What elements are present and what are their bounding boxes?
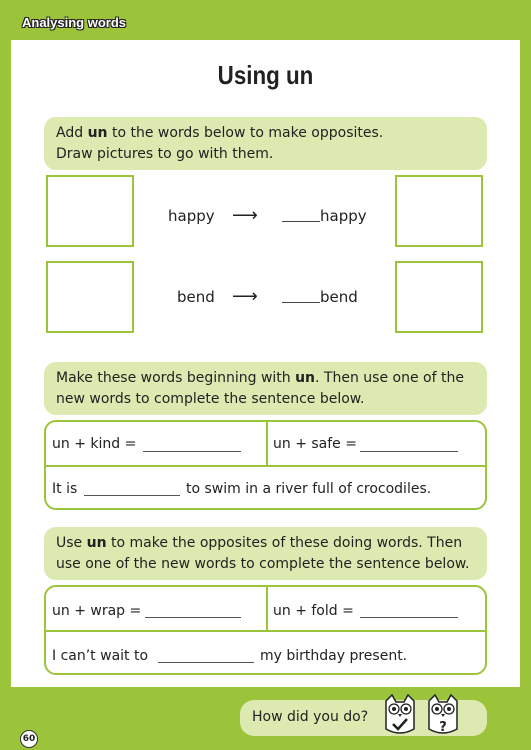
sentence-3-start: I can’t wait to bbox=[52, 648, 149, 664]
table-divider bbox=[266, 587, 268, 630]
cell-un-safe: un + safe = bbox=[273, 436, 357, 452]
instruction-2-bold: un bbox=[295, 370, 316, 386]
self-assessment-prompt: How did you do? bbox=[252, 709, 369, 725]
instruction-3: Use un to make the opposites of these doing words. Then use one of the new words to complete the sentence below. bbox=[44, 527, 487, 580]
answer-line-un-fold[interactable] bbox=[360, 617, 458, 618]
instruction-1: Add un to the words below to make opposites. Draw pictures to go with them. bbox=[44, 117, 487, 170]
picture-box-happy-left[interactable] bbox=[46, 175, 134, 247]
answer-line-un-safe[interactable] bbox=[360, 451, 458, 452]
section-label: Analysing words bbox=[22, 15, 127, 30]
page-title: Using un bbox=[217, 60, 314, 90]
instruction-1-bold: un bbox=[87, 125, 108, 141]
owl-tick-icon[interactable] bbox=[380, 693, 420, 737]
answer-suffix-bend: bend bbox=[320, 288, 358, 306]
instruction-2: Make these words beginning with un. Then use one of the new words to complete the sentence below. bbox=[44, 362, 487, 415]
table-divider bbox=[46, 465, 485, 467]
sentence-3-end: my birthday present. bbox=[260, 648, 408, 664]
word-bend: bend bbox=[177, 288, 215, 306]
answer-blank-bend[interactable] bbox=[282, 302, 320, 303]
sentence-2-end: to swim in a river full of crocodiles. bbox=[186, 481, 432, 497]
word-happy: happy bbox=[168, 207, 215, 225]
answer-suffix-happy: happy bbox=[320, 207, 367, 225]
answer-line-un-wrap[interactable] bbox=[145, 617, 241, 618]
cell-un-kind: un + kind = bbox=[52, 436, 137, 452]
cell-un-fold: un + fold = bbox=[273, 603, 354, 619]
answer-line-un-kind[interactable] bbox=[143, 451, 241, 452]
picture-box-bend-left[interactable] bbox=[46, 261, 134, 333]
picture-box-bend-right[interactable] bbox=[395, 261, 483, 333]
answer-line-sentence-3[interactable] bbox=[158, 662, 254, 663]
svg-text:?: ? bbox=[439, 720, 447, 735]
picture-box-happy-right[interactable] bbox=[395, 175, 483, 247]
cell-un-wrap: un + wrap = bbox=[52, 603, 142, 619]
table-divider bbox=[46, 630, 485, 632]
page-number: 60 bbox=[20, 730, 38, 748]
answer-blank-happy[interactable] bbox=[282, 221, 320, 222]
arrow-icon: ⟶ bbox=[232, 286, 258, 307]
arrow-icon: ⟶ bbox=[232, 205, 258, 226]
table-divider bbox=[266, 422, 268, 465]
owl-question-icon[interactable] bbox=[423, 693, 463, 737]
answer-line-sentence-2[interactable] bbox=[84, 495, 180, 496]
instruction-3-bold: un bbox=[86, 535, 107, 551]
sentence-2-start: It is bbox=[52, 481, 78, 497]
